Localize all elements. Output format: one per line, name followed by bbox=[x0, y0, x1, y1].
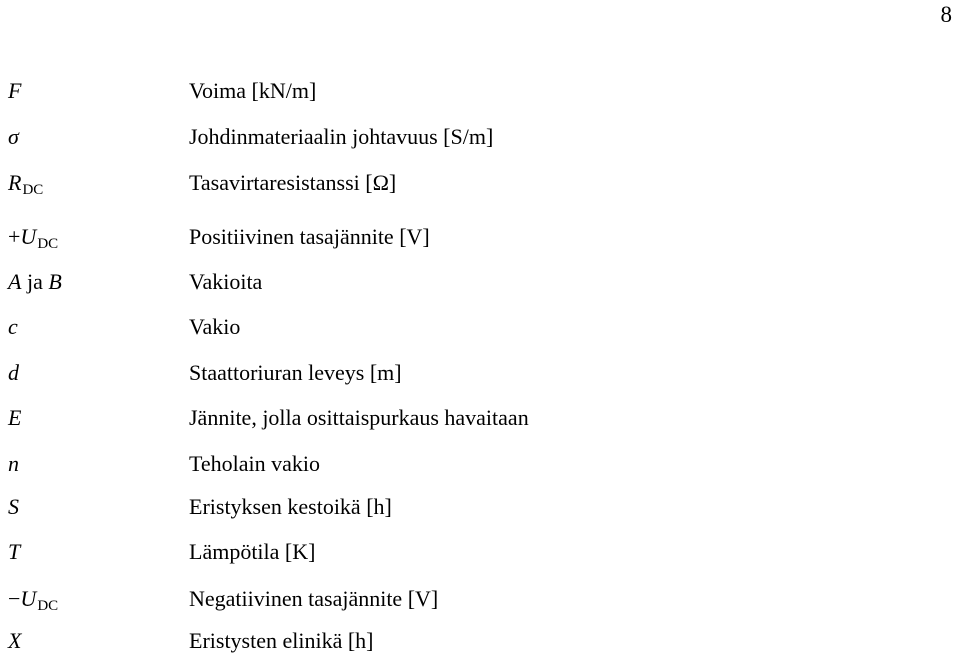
symbol-dc-resistance: $R_{DC}$ bbox=[8, 170, 44, 198]
description-constant-c: Vakio bbox=[189, 314, 241, 339]
symbol-conductivity: σ bbox=[8, 124, 19, 149]
description-slot-width: Staattoriuran leveys [m] bbox=[189, 360, 402, 385]
description-positive-dc-voltage: Positiivinen tasajännite [V] bbox=[189, 224, 430, 249]
symbol-voltage-e: E bbox=[8, 405, 22, 430]
symbol-force: F bbox=[8, 78, 22, 103]
description-temperature: Lämpötila [K] bbox=[189, 539, 316, 564]
symbol-slot-width: d bbox=[8, 360, 19, 385]
symbol-negative-dc-voltage: $-U_{DC}$ bbox=[8, 586, 59, 614]
symbol-constant-c: c bbox=[8, 314, 18, 339]
symbol-positive-dc-voltage: $+U_{DC}$ bbox=[8, 224, 59, 252]
description-power-law-constant: Teholain vakio bbox=[189, 451, 321, 476]
page-number: 8 bbox=[940, 2, 952, 27]
symbol-temperature: T bbox=[8, 539, 21, 564]
symbol-constants-a-b: A ja B bbox=[8, 269, 62, 294]
symbol-insulation-life-s: S bbox=[8, 494, 19, 519]
description-negative-dc-voltage: Negatiivinen tasajännite [V] bbox=[189, 586, 439, 611]
description-voltage-e: Jännite, jolla osittaispurkaus havaitaan bbox=[189, 405, 529, 430]
description-conductivity: Johdinmateriaalin johtavuus [S/m] bbox=[189, 124, 494, 149]
description-insulation-lifetime-x: Eristysten elinikä [h] bbox=[189, 628, 374, 653]
symbol-power-law-constant: n bbox=[8, 451, 19, 476]
description-constants-a-b: Vakioita bbox=[189, 269, 263, 294]
description-dc-resistance: Tasavirtaresistanssi [Ω] bbox=[189, 170, 397, 195]
description-insulation-life-s: Eristyksen kestoikä [h] bbox=[189, 494, 392, 519]
description-force: Voima [kN/m] bbox=[189, 78, 317, 103]
symbol-insulation-lifetime-x: X bbox=[8, 628, 22, 653]
